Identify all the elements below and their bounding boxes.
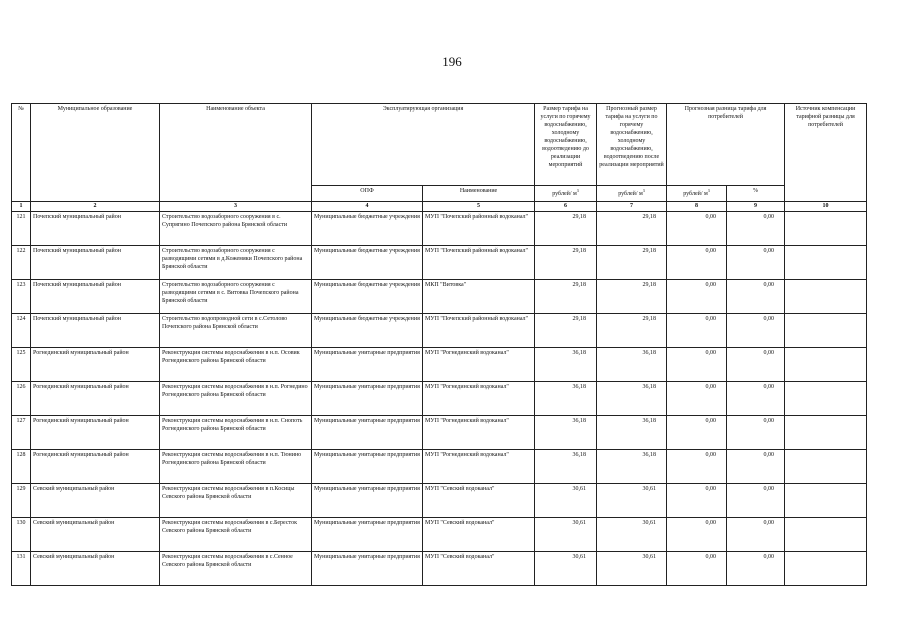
organization-cell: МУП "Севский водоканал" (423, 552, 535, 586)
municipality-cell: Почепский муниципальный район (31, 246, 160, 280)
row-number: 125 (12, 348, 31, 382)
object-cell: Строительство водозаборного сооружения в с. Супрягино Почепского района Брянской области (160, 212, 312, 246)
municipality-cell: Почепский муниципальный район (31, 212, 160, 246)
row-number: 127 (12, 416, 31, 450)
tariff-before-cell: 29,18 (535, 314, 597, 348)
source-cell (785, 450, 867, 484)
column-number-row (12, 202, 867, 212)
tariff-pct-cell: 0,00 (727, 552, 785, 586)
row-number: 129 (12, 484, 31, 518)
tariff-diff-cell: 0,00 (667, 212, 727, 246)
table-row (12, 280, 867, 314)
source-cell (785, 314, 867, 348)
tariff-pct-cell: 0,00 (727, 314, 785, 348)
tariff-diff-cell: 0,00 (667, 552, 727, 586)
tariff-before-cell: 30,61 (535, 518, 597, 552)
tariff-before-cell: 36,18 (535, 450, 597, 484)
column-number: 6 (535, 202, 597, 212)
tariff-after-cell: 30,61 (597, 552, 667, 586)
organization-cell: МУП "Севский водоканал" (423, 484, 535, 518)
table-row (12, 518, 867, 552)
opf-cell: Муниципальные бюджетные учреждения (312, 280, 423, 314)
organization-cell: МУП "Почепский районный водоканал" (423, 212, 535, 246)
tariff-diff-cell: 0,00 (667, 382, 727, 416)
header-no: № (12, 104, 31, 202)
object-cell: Реконструкция системы водоснабжения в н.п. Осовик Рогнединского района Брянской области (160, 348, 312, 382)
tariff-after-cell: 29,18 (597, 246, 667, 280)
tariff-before-cell: 30,61 (535, 552, 597, 586)
table-header (12, 104, 867, 212)
tariff-pct-cell: 0,00 (727, 348, 785, 382)
municipality-cell: Почепский муниципальный район (31, 314, 160, 348)
header-tariff-before: Размер тарифа на услуги по горячему водоснабжению, холодному водоснабжению, водоотведению до реализации мероприятий (535, 104, 597, 186)
page-number: 196 (442, 54, 462, 69)
municipality-cell: Рогнединский муниципальный район (31, 416, 160, 450)
tariff-before-cell: 36,18 (535, 382, 597, 416)
table-row (12, 484, 867, 518)
row-number: 126 (12, 382, 31, 416)
column-number: 8 (667, 202, 727, 212)
object-cell: Реконструкция системы водоснабжения в с.Бересток Севского района Брянской области (160, 518, 312, 552)
opf-cell: Муниципальные унитарные предприятия (312, 450, 423, 484)
row-number: 122 (12, 246, 31, 280)
column-number: 1 (12, 202, 31, 212)
object-cell: Строительство водопроводной сети в с.Сетолово Почепского района Брянской области (160, 314, 312, 348)
tariff-diff-cell: 0,00 (667, 314, 727, 348)
row-number: 124 (12, 314, 31, 348)
tariff-pct-cell: 0,00 (727, 416, 785, 450)
tariff-after-cell: 30,61 (597, 484, 667, 518)
tariff-diff-cell: 0,00 (667, 280, 727, 314)
tariff-pct-cell: 0,00 (727, 212, 785, 246)
opf-cell: Муниципальные унитарные предприятия (312, 416, 423, 450)
column-number: 10 (785, 202, 867, 212)
tariff-before-cell: 36,18 (535, 416, 597, 450)
tariff-after-cell: 29,18 (597, 314, 667, 348)
organization-cell: МУП "Почепский районный водоканал" (423, 246, 535, 280)
object-cell: Строительство водозаборного сооружения с разводящими сетями в с. Витовка Почепского района Брянской области (160, 280, 312, 314)
tariff-diff-cell: 0,00 (667, 348, 727, 382)
tariff-table (11, 103, 867, 586)
column-number: 3 (160, 202, 312, 212)
municipality-cell: Севский муниципальный район (31, 518, 160, 552)
header-unit-pct: % (727, 186, 785, 202)
tariff-pct-cell: 0,00 (727, 518, 785, 552)
table-row (12, 382, 867, 416)
tariff-after-cell: 30,61 (597, 518, 667, 552)
table-row (12, 450, 867, 484)
header-municipality: Муниципальное образование (31, 104, 160, 202)
object-cell: Строительство водозаборного сооружения с разводящими сетями в д.Кожемяки Почепского района Брянской области (160, 246, 312, 280)
object-cell: Реконструкция системы водоснабжения в п.Косицы Севского района Брянской области (160, 484, 312, 518)
organization-cell: МУП "Севский водоканал" (423, 518, 535, 552)
source-cell (785, 212, 867, 246)
header-name: Наименование (423, 186, 535, 202)
table-row (12, 416, 867, 450)
source-cell (785, 552, 867, 586)
object-cell: Реконструкция системы водоснабжения в с.Сенное Севского района Брянской области (160, 552, 312, 586)
table-row (12, 246, 867, 280)
organization-cell: МУП "Почепский районный водоканал" (423, 314, 535, 348)
row-number: 130 (12, 518, 31, 552)
opf-cell: Муниципальные бюджетные учреждения (312, 314, 423, 348)
organization-cell: МУП "Рогнединский водоканал" (423, 348, 535, 382)
tariff-after-cell: 36,18 (597, 450, 667, 484)
table-row (12, 212, 867, 246)
tariff-pct-cell: 0,00 (727, 450, 785, 484)
header-tariff-diff: Прогнозная разница тарифа для потребителей (667, 104, 785, 186)
tariff-before-cell: 30,61 (535, 484, 597, 518)
tariff-after-cell: 36,18 (597, 382, 667, 416)
tariff-before-cell: 36,18 (535, 348, 597, 382)
column-number: 7 (597, 202, 667, 212)
municipality-cell: Рогнединский муниципальный район (31, 450, 160, 484)
opf-cell: Муниципальные унитарные предприятия (312, 382, 423, 416)
tariff-diff-cell: 0,00 (667, 484, 727, 518)
municipality-cell: Севский муниципальный район (31, 484, 160, 518)
tariff-before-cell: 29,18 (535, 280, 597, 314)
tariff-after-cell: 29,18 (597, 212, 667, 246)
tariff-before-cell: 29,18 (535, 212, 597, 246)
header-unit-before: рублей/ $м^3$ (535, 186, 597, 202)
opf-cell: Муниципальные унитарные предприятия (312, 484, 423, 518)
source-cell (785, 348, 867, 382)
opf-cell: Муниципальные бюджетные учреждения (312, 212, 423, 246)
source-cell (785, 416, 867, 450)
column-number: 2 (31, 202, 160, 212)
header-opf: ОПФ (312, 186, 423, 202)
opf-cell: Муниципальные унитарные предприятия (312, 552, 423, 586)
source-cell (785, 280, 867, 314)
header-operator: Эксплуатирующая организация (312, 104, 535, 186)
column-number: 9 (727, 202, 785, 212)
organization-cell: МКП "Витовка" (423, 280, 535, 314)
tariff-after-cell: 29,18 (597, 280, 667, 314)
opf-cell: Муниципальные бюджетные учреждения (312, 246, 423, 280)
source-cell (785, 246, 867, 280)
municipality-cell: Рогнединский муниципальный район (31, 348, 160, 382)
header-unit-after: рублей/ $м^3$ (597, 186, 667, 202)
source-cell (785, 484, 867, 518)
column-number: 5 (423, 202, 535, 212)
row-number: 123 (12, 280, 31, 314)
tariff-diff-cell: 0,00 (667, 416, 727, 450)
row-number: 128 (12, 450, 31, 484)
tariff-after-cell: 36,18 (597, 348, 667, 382)
municipality-cell: Севский муниципальный район (31, 552, 160, 586)
column-number: 4 (312, 202, 423, 212)
table-row (12, 552, 867, 586)
source-cell (785, 518, 867, 552)
tariff-pct-cell: 0,00 (727, 484, 785, 518)
opf-cell: Муниципальные унитарные предприятия (312, 518, 423, 552)
organization-cell: МУП "Рогнединский водоканал" (423, 382, 535, 416)
object-cell: Реконструкция системы водоснабжения в н.п. Снопоть Рогнединского района Брянской области (160, 416, 312, 450)
header-source: Источник компенсации тарифной разницы для потребителей (785, 104, 867, 202)
tariff-before-cell: 29,18 (535, 246, 597, 280)
header-unit-diff: рублей/ $м^3$ (667, 186, 727, 202)
tariff-after-cell: 36,18 (597, 416, 667, 450)
row-number: 131 (12, 552, 31, 586)
organization-cell: МУП "Рогнединский водоканал" (423, 416, 535, 450)
tariff-diff-cell: 0,00 (667, 450, 727, 484)
table-body (12, 212, 867, 586)
header-object: Наименование объекта (160, 104, 312, 202)
municipality-cell: Почепский муниципальный район (31, 280, 160, 314)
tariff-pct-cell: 0,00 (727, 280, 785, 314)
table-row (12, 314, 867, 348)
object-cell: Реконструкция системы водоснабжения в н.п. Тюнино Рогнединского района Брянской области (160, 450, 312, 484)
tariff-diff-cell: 0,00 (667, 518, 727, 552)
header-tariff-after: Прогнозный размер тарифа на услуги по горячему водоснабжению, холодному водоснабжению, водоотведению после реализации мероприятий (597, 104, 667, 186)
tariff-diff-cell: 0,00 (667, 246, 727, 280)
municipality-cell: Рогнединский муниципальный район (31, 382, 160, 416)
tariff-pct-cell: 0,00 (727, 246, 785, 280)
row-number: 121 (12, 212, 31, 246)
tariff-pct-cell: 0,00 (727, 382, 785, 416)
organization-cell: МУП "Рогнединский водоканал" (423, 450, 535, 484)
opf-cell: Муниципальные унитарные предприятия (312, 348, 423, 382)
table-row (12, 348, 867, 382)
source-cell (785, 382, 867, 416)
object-cell: Реконструкция системы водоснабжения в н.п. Рогнедино Рогнединского района Брянской области (160, 382, 312, 416)
